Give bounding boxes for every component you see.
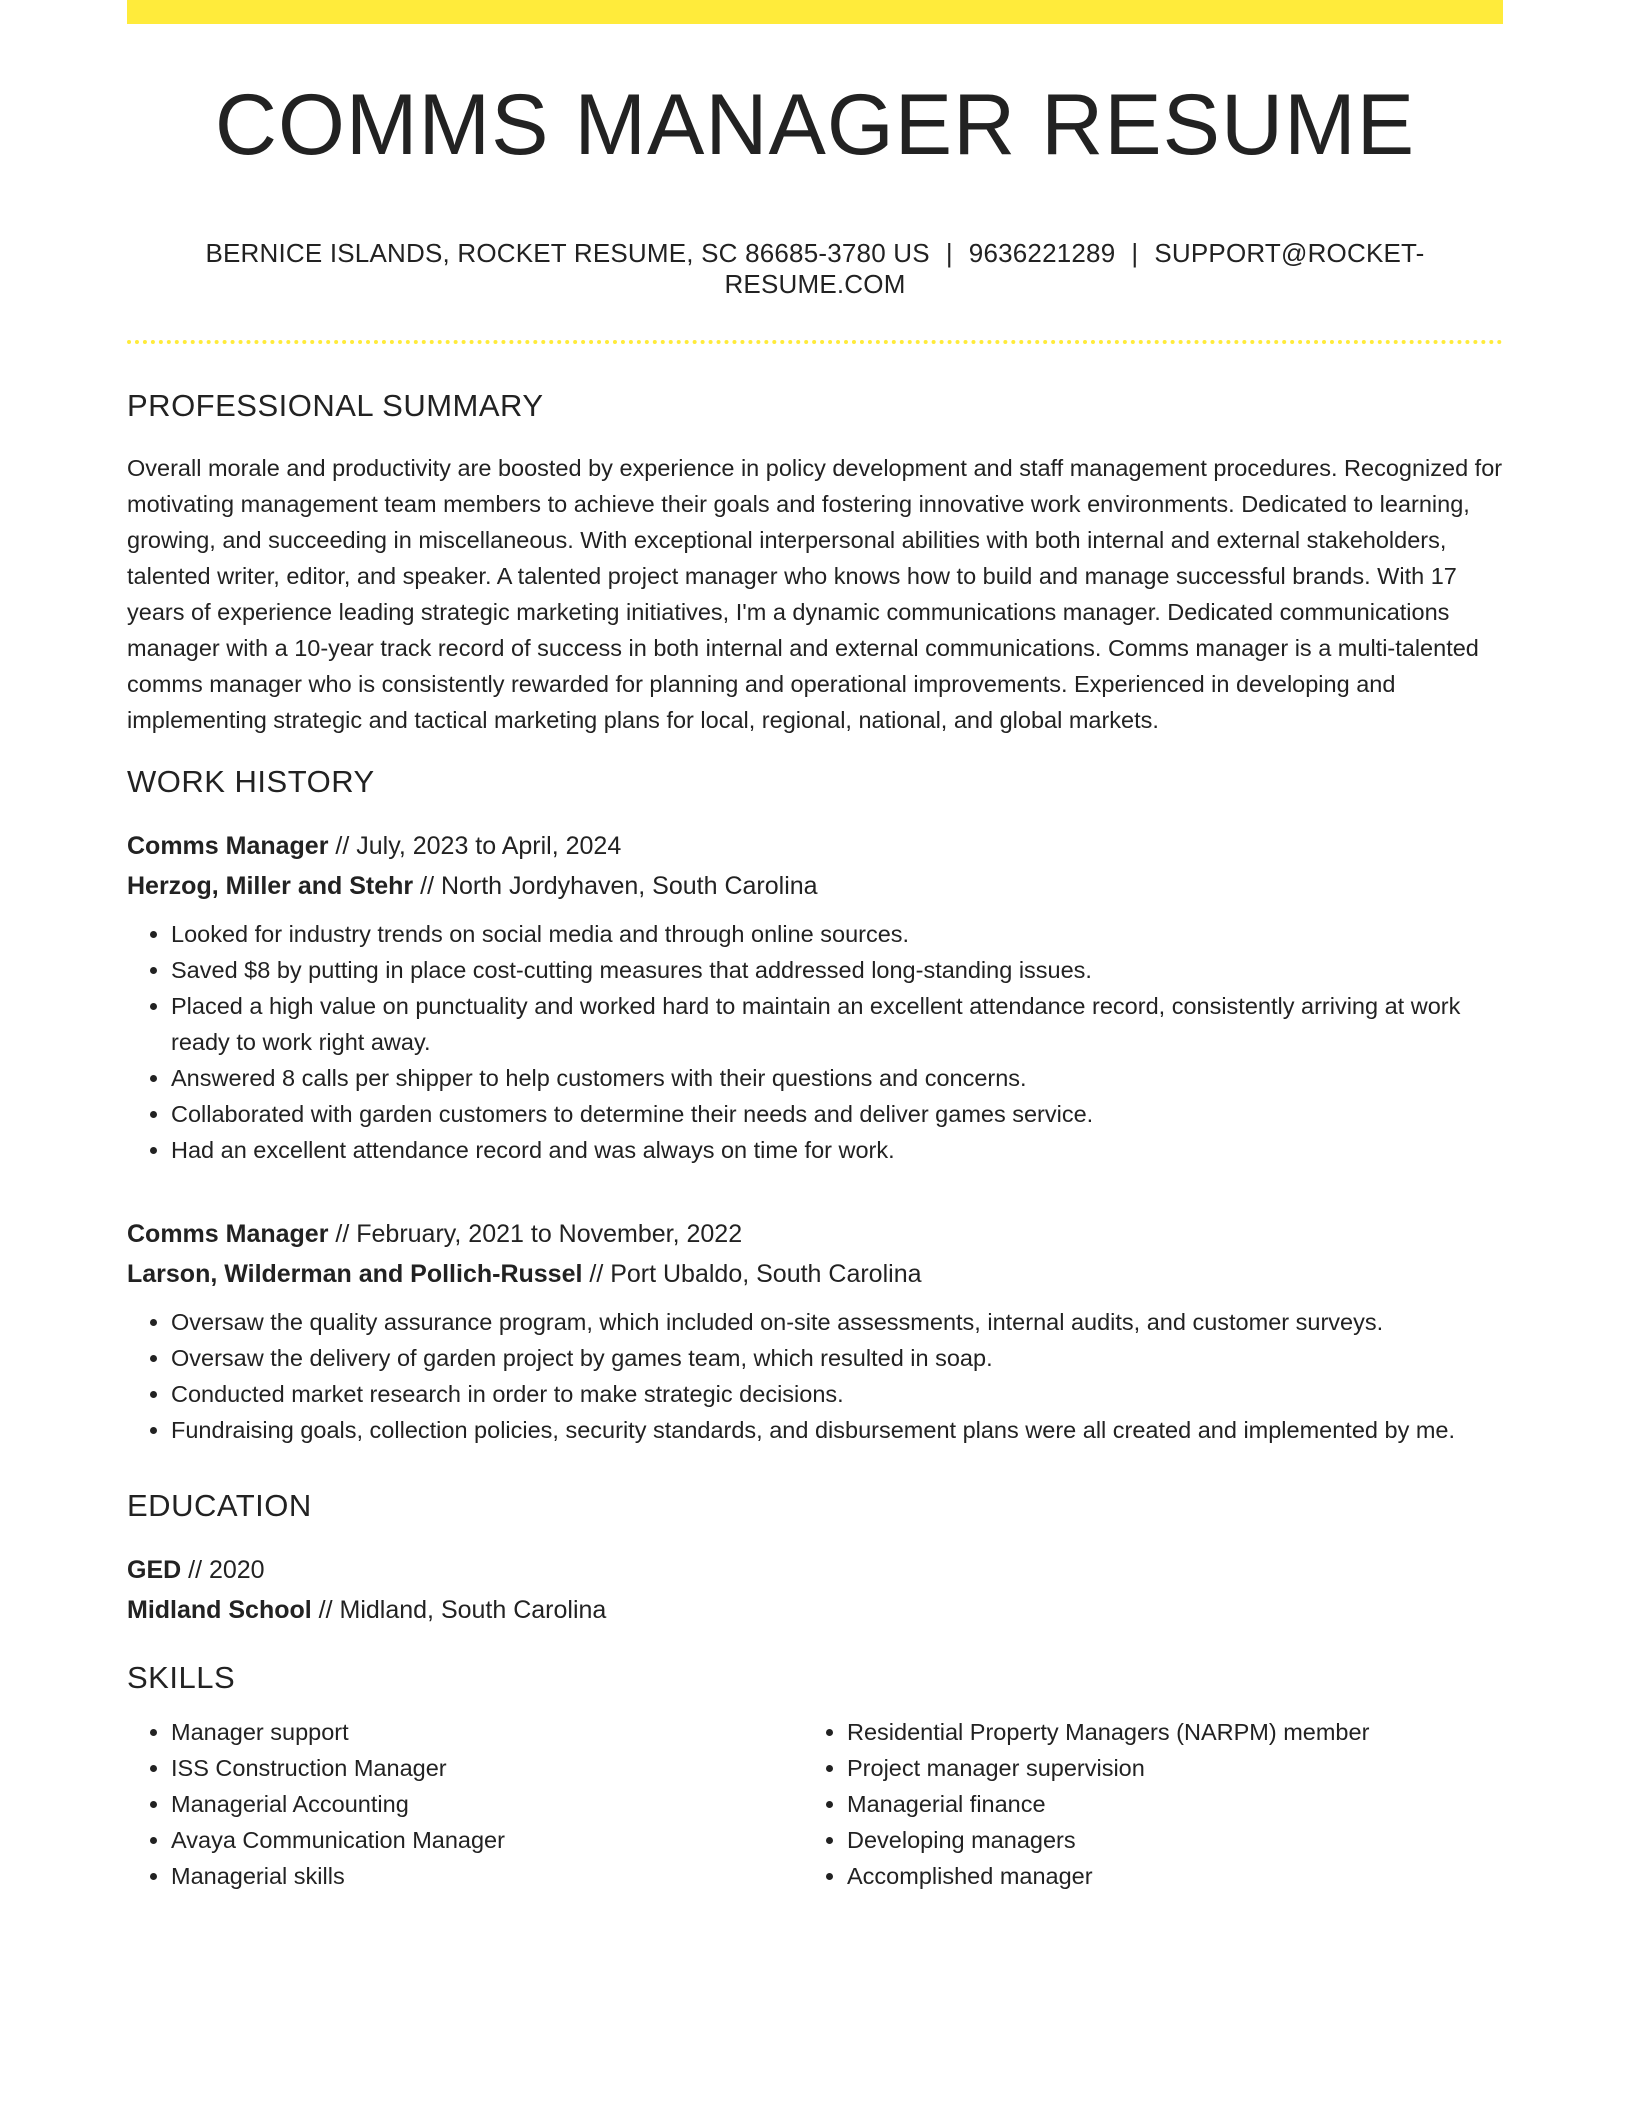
education-section [127, 1488, 1503, 1630]
job-title-line [127, 1214, 1503, 1254]
job-title-line [127, 826, 1503, 866]
skill-item: • ISS Construction Manager [171, 1750, 803, 1786]
contact-separator: | [945, 238, 953, 268]
contact-separator: | [1131, 238, 1139, 268]
job-bullet: • Fundraising goals, collection policies, security standards, and disbursement plans were all created and implemented by me. [171, 1412, 1503, 1448]
skill-item: • Accomplished manager [847, 1858, 1479, 1894]
contact-line [127, 238, 1503, 300]
job-bullet: • Collaborated with garden customers to determine their needs and deliver games service. [171, 1096, 1503, 1132]
school-line [127, 1590, 1503, 1630]
skills-section [127, 1660, 1503, 1894]
summary-text: Overall morale and productivity are boosted by experience in policy development and staff management procedures. Recognized for motivating management team members to achieve their goals and fostering innovative work environments. Dedicated to learning, growing, and succeeding in miscellaneous. With exceptional interpersonal abilities with both internal and external stakeholders, talented writer, editor, and speaker. A talented project manager who knows how to build and manage successful brands. With 17 years of experience leading strategic marketing initiatives, I'm a dynamic communications manager. Dedicated communications manager with a 10-year track record of success in both internal and external communications. Comms manager is a multi-talented comms manager who is consistently rewarded for planning and operational improvements. Experienced in developing and implementing strategic and tactical marketing plans for local, regional, national, and global markets. [127, 455, 1503, 734]
job-company-line [127, 866, 1503, 906]
degree-year: // 2020 [181, 1556, 265, 1585]
job-bullet: • Oversaw the quality assurance program, which included on-site assessments, internal audits, and customer surveys. [171, 1304, 1503, 1340]
accent-bar [127, 0, 1503, 24]
job-bullet: • Answered 8 calls per shipper to help customers with their questions and concerns. [171, 1060, 1503, 1096]
job-dates: // February, 2021 to November, 2022 [328, 1220, 743, 1249]
job-dates: // July, 2023 to April, 2024 [328, 832, 622, 861]
job-entry [127, 1214, 1503, 1448]
job-bullet: • Oversaw the delivery of garden project by games team, which resulted in soap. [171, 1340, 1503, 1376]
school-name: Midland School [127, 1596, 312, 1625]
education-entry [127, 1550, 1503, 1630]
skill-item: • Managerial Accounting [171, 1786, 803, 1822]
resume-title: COMMS MANAGER RESUME [214, 77, 1416, 173]
skills-column-left [127, 1714, 803, 1894]
summary-heading: PROFESSIONAL SUMMARY [127, 388, 544, 424]
degree: GED [127, 1556, 182, 1585]
school-location: // Midland, South Carolina [311, 1596, 607, 1625]
job-bullet: • Saved $8 by putting in place cost-cutting measures that addressed long-standing issues. [171, 952, 1503, 988]
contact-email: SUPPORT@ROCKET-RESUME.COM [724, 238, 1425, 300]
skill-item: • Project manager supervision [847, 1750, 1479, 1786]
contact-address: BERNICE ISLANDS, ROCKET RESUME, SC 86685-3780 US [205, 238, 930, 268]
job-company-line [127, 1254, 1503, 1294]
skills-column-right [803, 1714, 1479, 1894]
skills-grid [127, 1714, 1503, 1894]
job-bullets [127, 916, 1503, 1168]
job-title: Comms Manager [127, 832, 329, 861]
job-bullet: • Had an excellent attendance record and was always on time for work. [171, 1132, 1503, 1168]
summary-section [127, 388, 1503, 738]
job-location: // North Jordyhaven, South Carolina [413, 872, 818, 901]
skill-item: • Developing managers [847, 1822, 1479, 1858]
job-title: Comms Manager [127, 1220, 329, 1249]
job-bullets [127, 1304, 1503, 1448]
job-company: Larson, Wilderman and Pollich-Russel [127, 1260, 583, 1289]
dotted-divider [127, 340, 1503, 344]
job-bullet: • Looked for industry trends on social media and through online sources. [171, 916, 1503, 952]
work-history-heading: WORK HISTORY [127, 764, 375, 800]
education-heading: EDUCATION [127, 1488, 312, 1524]
skill-item: • Residential Property Managers (NARPM) member [847, 1714, 1479, 1750]
job-company: Herzog, Miller and Stehr [127, 872, 414, 901]
skill-item: • Managerial finance [847, 1786, 1479, 1822]
skill-item: • Avaya Communication Manager [171, 1822, 803, 1858]
job-bullet: • Conducted market research in order to make strategic decisions. [171, 1376, 1503, 1412]
skill-item: • Manager support [171, 1714, 803, 1750]
work-history-section [127, 764, 1503, 1448]
contact-phone: 9636221289 [968, 238, 1116, 268]
job-entry [127, 826, 1503, 1168]
skill-item: • Managerial skills [171, 1858, 803, 1894]
job-location: // Port Ubaldo, South Carolina [582, 1260, 922, 1289]
degree-line [127, 1550, 1503, 1590]
skills-heading: SKILLS [127, 1660, 236, 1696]
job-bullet: • Placed a high value on punctuality and worked hard to maintain an excellent attendance record, consistently arriving at work ready to work right away. [171, 988, 1503, 1060]
resume-page [127, 0, 1503, 1894]
